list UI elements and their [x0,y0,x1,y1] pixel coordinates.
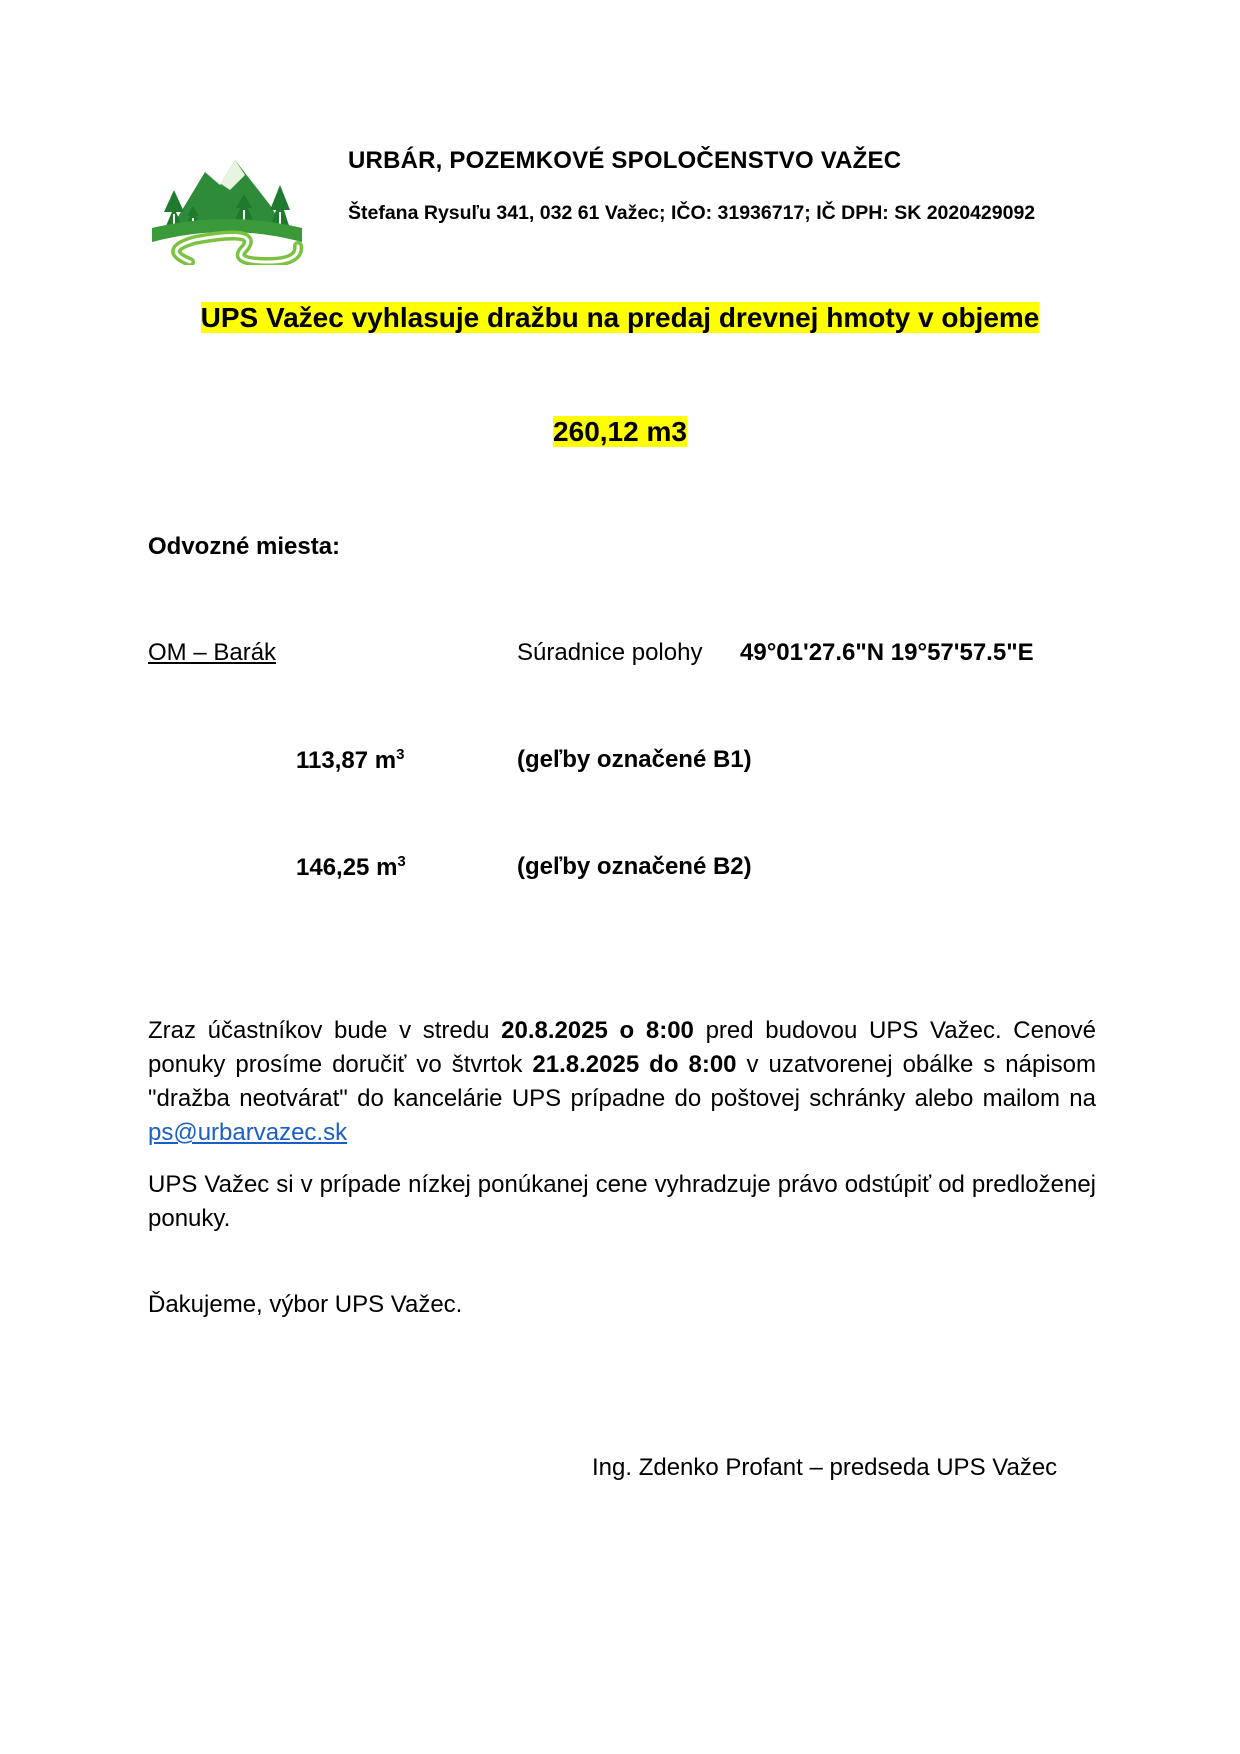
reservation-paragraph: UPS Važec si v prípade nízkej ponúkanej cene vyhradzuje právo odstúpiť od predloženej ponuky. [148,1171,1096,1232]
lot-description: (geľby označené B2) [517,853,752,880]
mountain-forest-road-logo-icon [150,150,305,265]
location-name: OM – Barák [148,639,277,666]
offer-deadline: 21.8.2025 do 8:00 [532,1051,737,1078]
lot-volume-exponent: 3 [397,853,406,870]
pickup-locations-heading: Odvozné miesta: [148,533,341,560]
lot-volume-value: 113,87 m [296,747,397,774]
paragraph-text: pred budovou UPS Važec. Cenové ponuky prosíme doručiť vo štvrtok [148,1017,1096,1078]
signature: Ing. Zdenko Profant – predseda UPS Važec [592,1454,1058,1481]
lot-volume-value: 146,25 m [296,854,398,881]
organization-address: Štefana Rysuľu 341, 032 61 Važec; IČO: 31936717; IČ DPH: SK 2020429092 [348,202,1036,224]
paragraph-text: Zraz účastníkov bude v stredu [148,1017,502,1044]
lot-description: (geľby označené B1) [517,746,752,773]
total-volume-text: 260,12 m3 [553,416,687,447]
coordinates-value: 49°01'27.6"N 19°57'57.5"E [740,639,1034,666]
announcement-headline [0,302,1240,334]
meeting-paragraph [148,1014,1096,1150]
email-link[interactable]: ps@urbarvazec.sk [148,1119,348,1146]
lot-volume [296,853,406,882]
logo-graphic [150,150,305,265]
lot-volume [296,746,404,775]
coordinates-label: Súradnice polohy [517,639,703,666]
headline-text: UPS Važec vyhlasuje dražbu na predaj drevnej hmoty v objeme [200,302,1040,333]
paragraph-text: v uzatvorenej obálke s nápisom "dražba neotvárat" do kancelárie UPS prípadne do poštovej schránky alebo mailom na [148,1051,1096,1112]
lot-volume-exponent: 3 [396,746,405,763]
meeting-datetime: 20.8.2025 o 8:00 [501,1017,694,1044]
thanks-line: Ďakujeme, výbor UPS Važec. [148,1291,463,1318]
total-volume [0,416,1240,448]
organization-name: URBÁR, POZEMKOVÉ SPOLOČENSTVO VAŽEC [348,147,902,174]
